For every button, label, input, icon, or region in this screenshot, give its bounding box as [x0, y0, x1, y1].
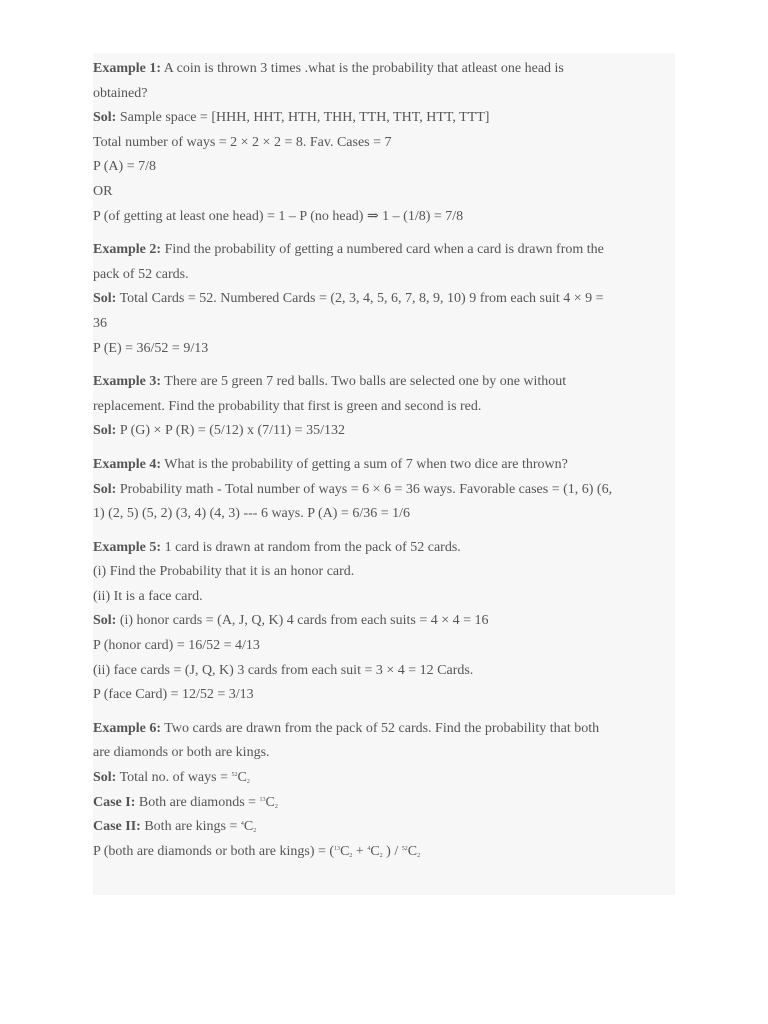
example-1 [93, 57, 675, 229]
example-line [93, 82, 675, 107]
line-text: Sample space = [HHH, HHT, HTH, THH, TTH, THT, HTT, TTT] [116, 110, 490, 126]
example-6 [93, 717, 675, 865]
example-line [93, 205, 675, 230]
line-text: (i) Find the Probability that it is an honor card. [93, 564, 355, 580]
line-text: P (honor card) = 16/52 = 4/13 [93, 638, 260, 654]
line-label: Sol: [93, 110, 117, 126]
line-label: Sol: [93, 613, 117, 629]
example-6-case-2: Case II: Both are kings = $^4C_2$ [93, 819, 257, 835]
example-6-probability: P (both are diamonds or both are kings) = ($^{13}C_2 + ^4C_2$ ) / $^{52}C_2$ [93, 843, 421, 859]
line-text: There are 5 green 7 red balls. Two balls are selected one by one without [161, 374, 567, 390]
line-text: P (of getting at least one head) = 1 – P (no head) ⇒ 1 – (1/8) = 7/8 [93, 208, 464, 224]
line-text: (ii) It is a face card. [93, 588, 203, 604]
example-line [93, 57, 675, 82]
line-text: (i) honor cards = (A, J, Q, K) 4 cards from each suits = 4 × 4 = 16 [116, 613, 489, 629]
line-text: P (A) = 7/8 [93, 159, 156, 175]
example-line [93, 453, 675, 478]
example-line [93, 536, 675, 561]
example-line [93, 106, 675, 131]
line-label: Example 2: [93, 242, 162, 258]
example-6-title-cont: are diamonds or both are kings. [93, 745, 270, 761]
example-2 [93, 238, 675, 361]
example-line [93, 287, 675, 312]
example-line [93, 131, 675, 156]
example-4 [93, 453, 675, 527]
line-label: Sol: [93, 423, 117, 439]
line-text: P (G) × P (R) = (5/12) x (7/11) = 35/132 [116, 423, 345, 439]
example-line [93, 395, 675, 420]
line-text: (ii) face cards = (J, Q, K) 3 cards from each suit = 3 × 4 = 12 Cards. [93, 662, 474, 678]
line-text: 36 [93, 315, 107, 331]
line-text: Probability math - Total number of ways = 6 × 6 = 36 ways. Favorable cases = (1, 6) (6, [116, 481, 613, 497]
example-3 [93, 370, 675, 444]
example-6-case-1: Case I: Both are diamonds = $^{13}C_2$ [93, 794, 278, 810]
line-label: Example 5: [93, 539, 162, 555]
line-text: 1) (2, 5) (5, 2) (3, 4) (4, 3) --- 6 ways. P (A) = 6/36 = 1/6 [93, 506, 410, 522]
example-line [93, 634, 675, 659]
line-text: pack of 52 cards. [93, 266, 189, 282]
line-text: Total Cards = 52. Numbered Cards = (2, 3, 4, 5, 6, 7, 8, 9, 10) 9 from each suit 4 × 9 = [116, 291, 604, 307]
example-line [93, 370, 675, 395]
line-text: 1 card is drawn at random from the pack of 52 cards. [161, 539, 461, 555]
line-text: Find the probability of getting a numbered card when a card is drawn from the [161, 242, 604, 258]
example-6-sol: Sol: Total no. of ways = $^{52}C_2$ [93, 770, 250, 786]
example-line [93, 585, 675, 610]
content-panel [93, 53, 675, 895]
line-text: replacement. Find the probability that first is green and second is red. [93, 398, 482, 414]
line-text: P (E) = 36/52 = 9/13 [93, 340, 209, 356]
example-line [93, 419, 675, 444]
example-line [93, 609, 675, 634]
example-line [93, 659, 675, 684]
example-line [93, 263, 675, 288]
example-line [93, 337, 675, 362]
line-text: What is the probability of getting a sum of 7 when two dice are thrown? [161, 456, 568, 472]
line-label: Example 4: [93, 456, 162, 472]
line-text: Total number of ways = 2 × 2 × 2 = 8. Fav. Cases = 7 [93, 134, 392, 150]
example-line [93, 502, 675, 527]
line-label: Sol: [93, 291, 117, 307]
example-line [93, 478, 675, 503]
example-line [93, 238, 675, 263]
example-line [93, 155, 675, 180]
example-line [93, 312, 675, 337]
example-line [93, 560, 675, 585]
example-line [93, 683, 675, 708]
line-text: P (face Card) = 12/52 = 3/13 [93, 687, 254, 703]
line-text: OR [93, 183, 113, 199]
line-label: Example 1: [93, 61, 162, 76]
line-label: Sol: [93, 481, 117, 497]
line-text: obtained? [93, 85, 148, 101]
example-6-title: Example 6: Two cards are drawn from the pack of 52 cards. Find the probability that both [93, 720, 600, 736]
examples-list [93, 57, 675, 708]
example-5 [93, 536, 675, 708]
line-text: A coin is thrown 3 times .what is the probability that atleast one head is [161, 61, 564, 76]
line-label: Example 3: [93, 374, 162, 390]
example-line [93, 180, 675, 205]
